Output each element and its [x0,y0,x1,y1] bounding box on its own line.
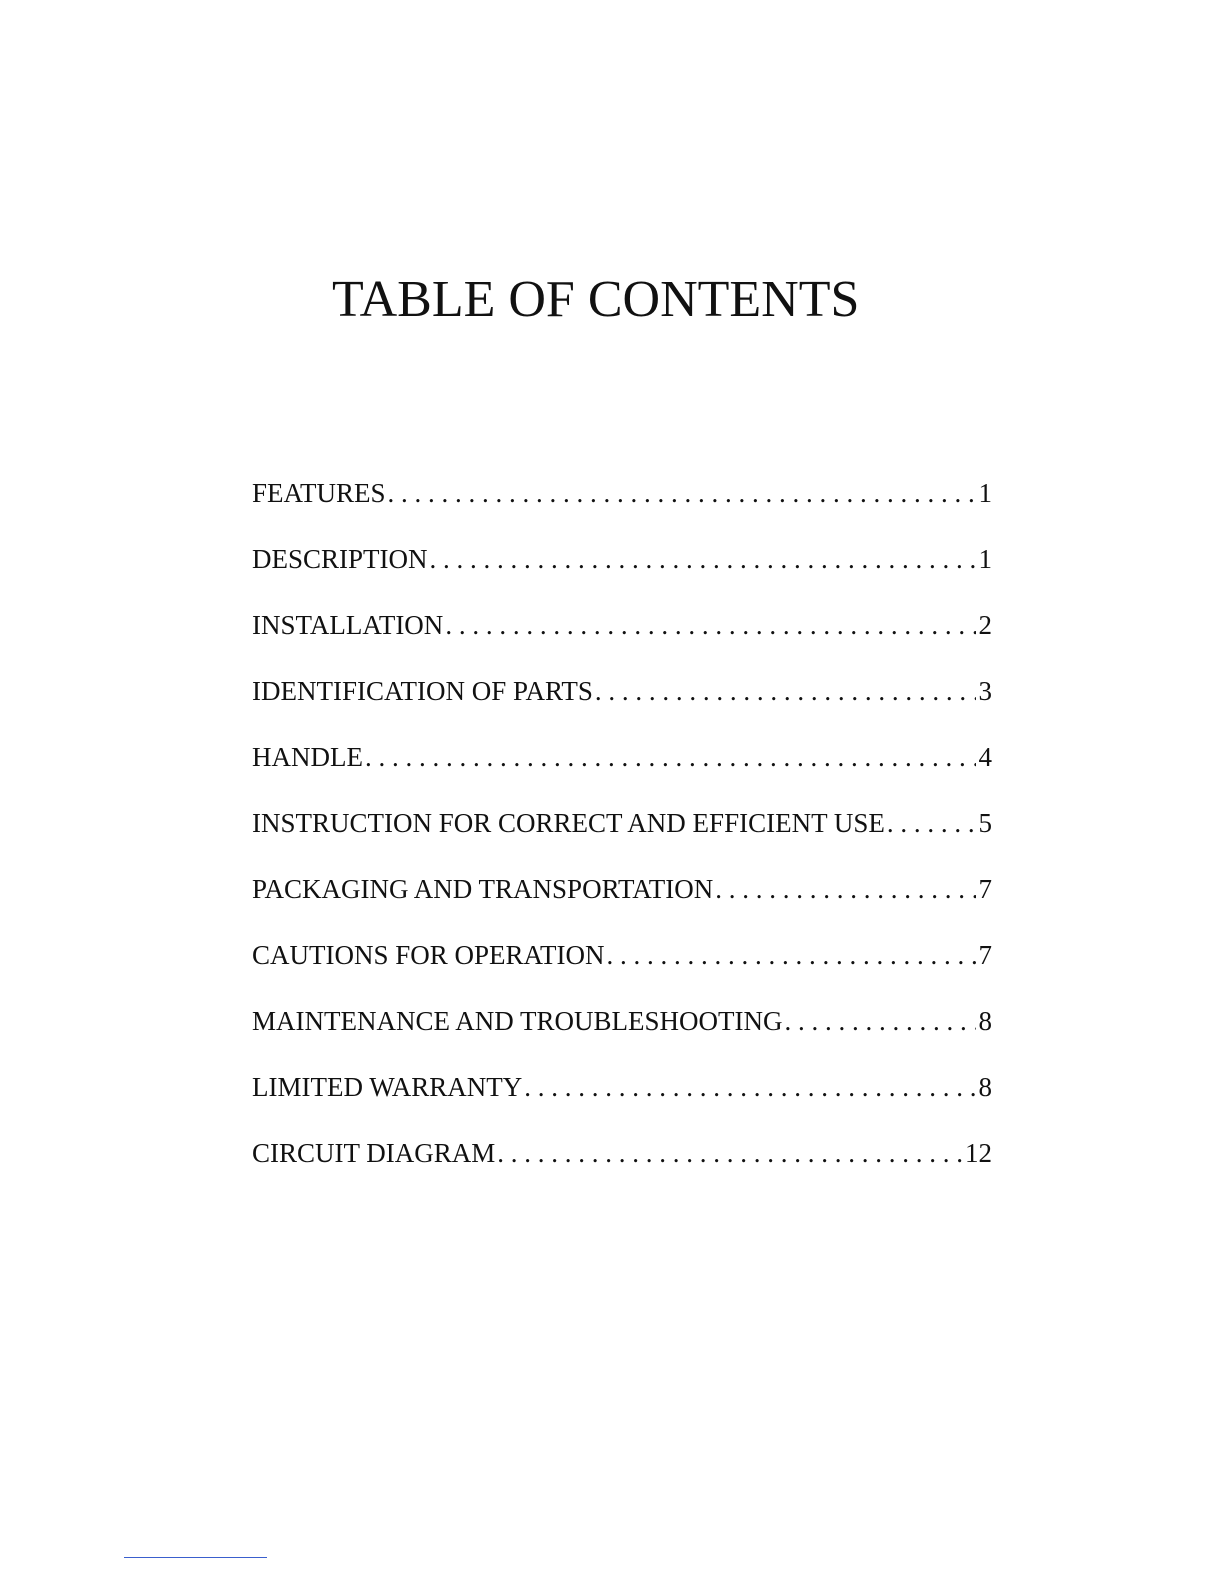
toc-entry-label: FEATURES [252,478,386,508]
dot-leader [430,539,976,579]
toc-entry-label: PACKAGING AND TRANSPORTATION [252,874,714,904]
dot-leader [887,803,976,843]
toc-entry-limited-warranty[interactable] [252,1067,992,1133]
toc-entry-description[interactable] [252,539,992,605]
toc-entry-label: DESCRIPTION [252,544,428,574]
toc-entry-label: INSTRUCTION FOR CORRECT AND EFFICIENT USE [252,808,885,838]
toc-entry-identification-of-parts[interactable] [252,671,992,737]
toc-entry-page-number: 3 [978,676,992,706]
toc-entry-label: IDENTIFICATION OF PARTS [252,676,593,706]
toc-entry-page-number: 8 [978,1006,992,1036]
toc-entry-features[interactable] [252,473,992,539]
dot-leader [445,605,975,645]
toc-entry-maintenance-and-troubleshooting[interactable] [252,1001,992,1067]
toc-entry-circuit-diagram[interactable] [252,1133,992,1199]
toc-entry-packaging-and-transportation[interactable] [252,869,992,935]
toc-entry-installation[interactable] [252,605,992,671]
toc-entry-instruction-for-correct-and-efficient-use[interactable] [252,803,992,869]
dot-leader [784,1001,975,1041]
footer-rule [124,1557,267,1558]
toc-entry-label: INSTALLATION [252,610,444,640]
toc-entry-label: CIRCUIT DIAGRAM [252,1138,496,1168]
toc-entry-label: MAINTENANCE AND TROUBLESHOOTING [252,1006,783,1036]
dot-leader [524,1067,975,1107]
toc-entry-cautions-for-operation[interactable] [252,935,992,1001]
toc-entry-page-number: 7 [978,874,992,904]
dot-leader [497,1133,962,1173]
dot-leader [388,473,976,513]
toc-entry-page-number: 4 [978,742,992,772]
toc-entry-label: LIMITED WARRANTY [252,1072,523,1102]
table-of-contents [252,473,992,1199]
toc-entry-page-number: 12 [965,1138,992,1168]
dot-leader [715,869,975,909]
toc-entry-page-number: 2 [978,610,992,640]
toc-entry-page-number: 7 [978,940,992,970]
toc-entry-page-number: 8 [978,1072,992,1102]
toc-entry-page-number: 5 [978,808,992,838]
page-title: TABLE OF CONTENTS [332,271,860,328]
toc-entry-label: HANDLE [252,742,363,772]
toc-entry-page-number: 1 [978,544,992,574]
dot-leader [607,935,976,975]
dot-leader [365,737,976,777]
toc-entry-page-number: 1 [978,478,992,508]
dot-leader [595,671,976,711]
toc-entry-handle[interactable] [252,737,992,803]
toc-entry-label: CAUTIONS FOR OPERATION [252,940,605,970]
